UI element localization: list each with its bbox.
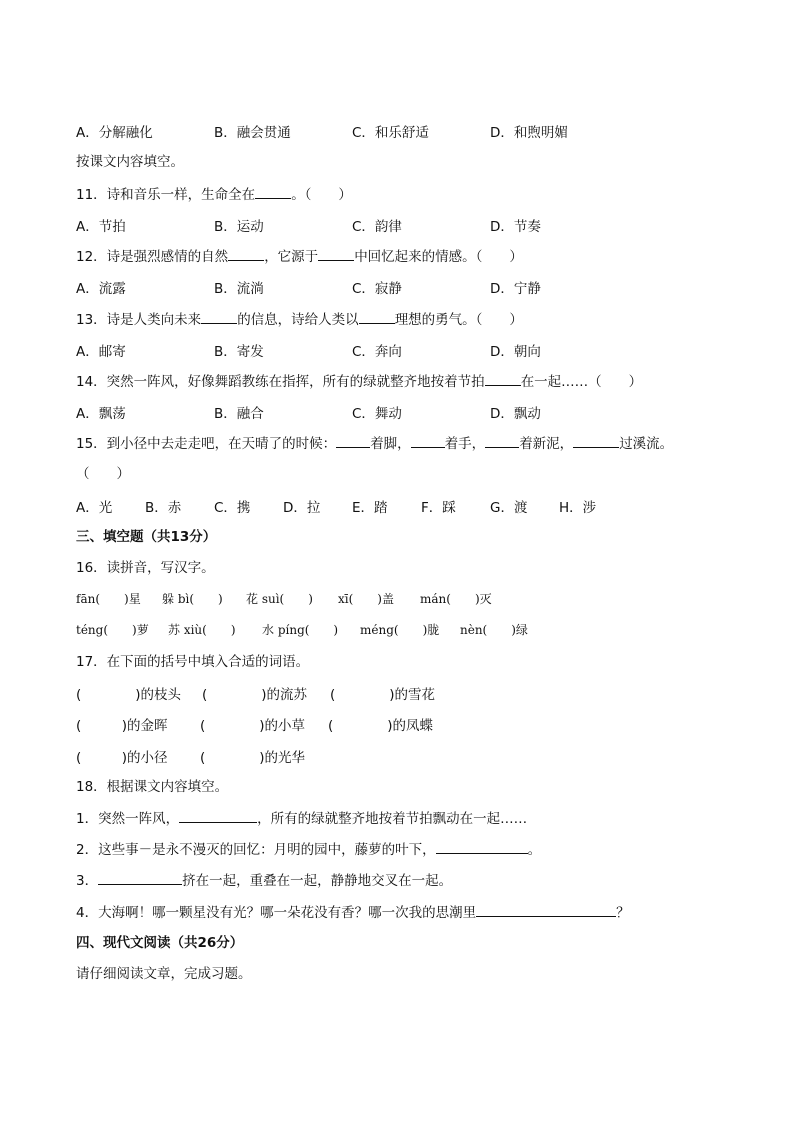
q15-option-e[interactable]: E．踏 [352,500,388,516]
q13-text-2: 的信息，诗给人类以 [237,312,359,328]
q15-answer-paren: （ ） [76,466,130,482]
q18-item-1 [76,808,527,829]
q15-blank-4[interactable] [573,433,619,448]
question-14 [76,371,642,392]
question-17-title: 17．在下面的括号中填入合适的词语。 [76,654,310,670]
q16-item-man[interactable]: mán( )灭 [420,592,492,606]
q15-text-5: 过溪流。 [619,436,674,452]
q14-option-a[interactable]: A．飘荡 [76,406,126,422]
q10-option-d[interactable]: D．和煦明媚 [490,125,568,141]
q17-item-light[interactable]: ( )的光华 [200,750,306,766]
q13-option-b[interactable]: B．寄发 [214,344,264,360]
q11-text-pre: 11．诗和音乐一样，生命全在 [76,187,256,203]
q12-option-a[interactable]: A．流露 [76,281,126,297]
q16-item-meng[interactable]: méng( )胧 [360,623,440,637]
q16-item-xi[interactable]: xī( )盖 [338,592,394,606]
q12-text-2: ，它源于 [264,249,319,265]
q17-item-glow[interactable]: ( )的金晖 [76,718,168,734]
instruction-fill: 按课文内容填空。 [76,154,184,170]
q18-4-text-pre: 4．大海啊！哪一颗星没有光？哪一朵花没有香？哪一次我的思潮里 [76,905,477,921]
q15-text-1: 15．到小径中去走走吧，在天晴了的时候： [76,436,337,452]
q17-item-tassel[interactable]: ( )的流苏 [202,687,308,703]
q12-option-c[interactable]: C．寂静 [352,281,402,297]
question-16-title: 16．读拼音，写汉字。 [76,560,215,576]
q18-3-text-pre: 3． [76,873,99,889]
q17-item-path[interactable]: ( )的小径 [76,750,168,766]
q16-item-nen[interactable]: nèn( )绿 [460,623,528,637]
q17-item-snow[interactable]: ( )的雪花 [330,687,436,703]
q16-item-fan[interactable]: fān( )星 [76,592,141,606]
q13-option-d[interactable]: D．朝向 [490,344,541,360]
q12-blank-1[interactable] [228,246,264,261]
q17-item-butterfly[interactable]: ( )的凤蝶 [328,718,434,734]
q14-option-c[interactable]: C．舞动 [352,406,402,422]
q15-blank-2[interactable] [411,433,445,448]
q18-4-blank[interactable] [476,902,616,917]
q13-option-c[interactable]: C．奔向 [352,344,402,360]
q15-option-c[interactable]: C．携 [214,500,251,516]
q18-item-3 [76,870,452,891]
q14-text-1: 14．突然一阵风，好像舞蹈教练在指挥，所有的绿就整齐地按着节拍 [76,374,485,390]
q18-item-2 [76,839,541,860]
question-11 [76,184,352,205]
q16-item-teng[interactable]: téng( )萝 [76,623,149,637]
q15-option-d[interactable]: D．拉 [283,500,321,516]
q11-blank[interactable] [255,184,291,199]
q15-blank-3[interactable] [485,433,519,448]
q18-4-text-post: ？ [616,905,630,921]
q11-text-post: 。（ ） [291,187,352,203]
q18-1-blank[interactable] [179,808,257,823]
q12-blank-2[interactable] [318,246,354,261]
q15-text-2: 着脚， [370,436,411,452]
section-3-title: 三、填空题（共13分） [76,529,217,545]
q16-item-sui[interactable]: 花 suì( ) [246,592,313,606]
q12-option-b[interactable]: B．流淌 [214,281,264,297]
q15-text-4: 着新泥， [519,436,574,452]
q13-text-1: 13．诗是人类向未来 [76,312,202,328]
q14-blank[interactable] [485,371,521,386]
q18-3-blank[interactable] [98,870,182,885]
q15-option-b[interactable]: B．赤 [145,500,182,516]
q17-item-branch[interactable]: ( )的枝头 [76,687,182,703]
section-4-title: 四、现代文阅读（共26分） [76,935,244,951]
q15-option-g[interactable]: G．渡 [490,500,528,516]
question-18-title: 18．根据课文内容填空。 [76,779,229,795]
q15-blank-1[interactable] [336,433,370,448]
q18-item-4 [76,902,630,923]
q18-2-blank[interactable] [436,839,528,854]
q18-1-text-post: ，所有的绿就整齐地按着节拍飘动在一起…… [257,811,528,827]
q13-blank-1[interactable] [201,309,237,324]
q18-3-text-post: 挤在一起，重叠在一起，静静地交叉在一起。 [182,873,453,889]
section-4-instruction: 请仔细阅读文章，完成习题。 [76,966,252,982]
q14-option-d[interactable]: D．飘动 [490,406,541,422]
q15-option-h[interactable]: H．涉 [559,500,597,516]
q16-item-bi[interactable]: 躲 bì( ) [162,592,223,606]
q11-option-a[interactable]: A．节拍 [76,219,126,235]
q13-blank-2[interactable] [359,309,395,324]
question-12 [76,246,523,267]
question-15 [76,433,673,454]
q16-item-ping[interactable]: 水 píng( ) [262,623,339,637]
q15-option-f[interactable]: F．踩 [421,500,456,516]
q12-text-3: 中回忆起来的情感。（ ） [354,249,523,265]
q10-option-b[interactable]: B．融会贯通 [214,125,291,141]
q11-option-c[interactable]: C．韵律 [352,219,402,235]
q10-option-a[interactable]: A．分解融化 [76,125,153,141]
q14-option-b[interactable]: B．融合 [214,406,264,422]
q11-option-d[interactable]: D．节奏 [490,219,541,235]
question-13 [76,309,523,330]
q12-option-d[interactable]: D．宁静 [490,281,541,297]
q15-text-3: 着手， [444,436,486,452]
q17-item-grass[interactable]: ( )的小草 [200,718,306,734]
q18-1-text-pre: 1．突然一阵风， [76,811,180,827]
q13-option-a[interactable]: A．邮寄 [76,344,126,360]
q11-option-b[interactable]: B．运动 [214,219,264,235]
q12-text-1: 12．诗是强烈感情的自然 [76,249,229,265]
q13-text-3: 理想的勇气。（ ） [394,312,523,328]
q18-2-text-pre: 2．这些事－是永不漫灭的回忆：月明的园中，藤萝的叶下， [76,842,436,858]
q15-option-a[interactable]: A．光 [76,500,113,516]
q18-2-text-post: 。 [527,842,542,858]
q10-option-c[interactable]: C．和乐舒适 [352,125,429,141]
q14-text-2: 在一起……（ ） [520,374,643,390]
q16-item-xiu[interactable]: 苏 xiù( ) [168,623,236,637]
